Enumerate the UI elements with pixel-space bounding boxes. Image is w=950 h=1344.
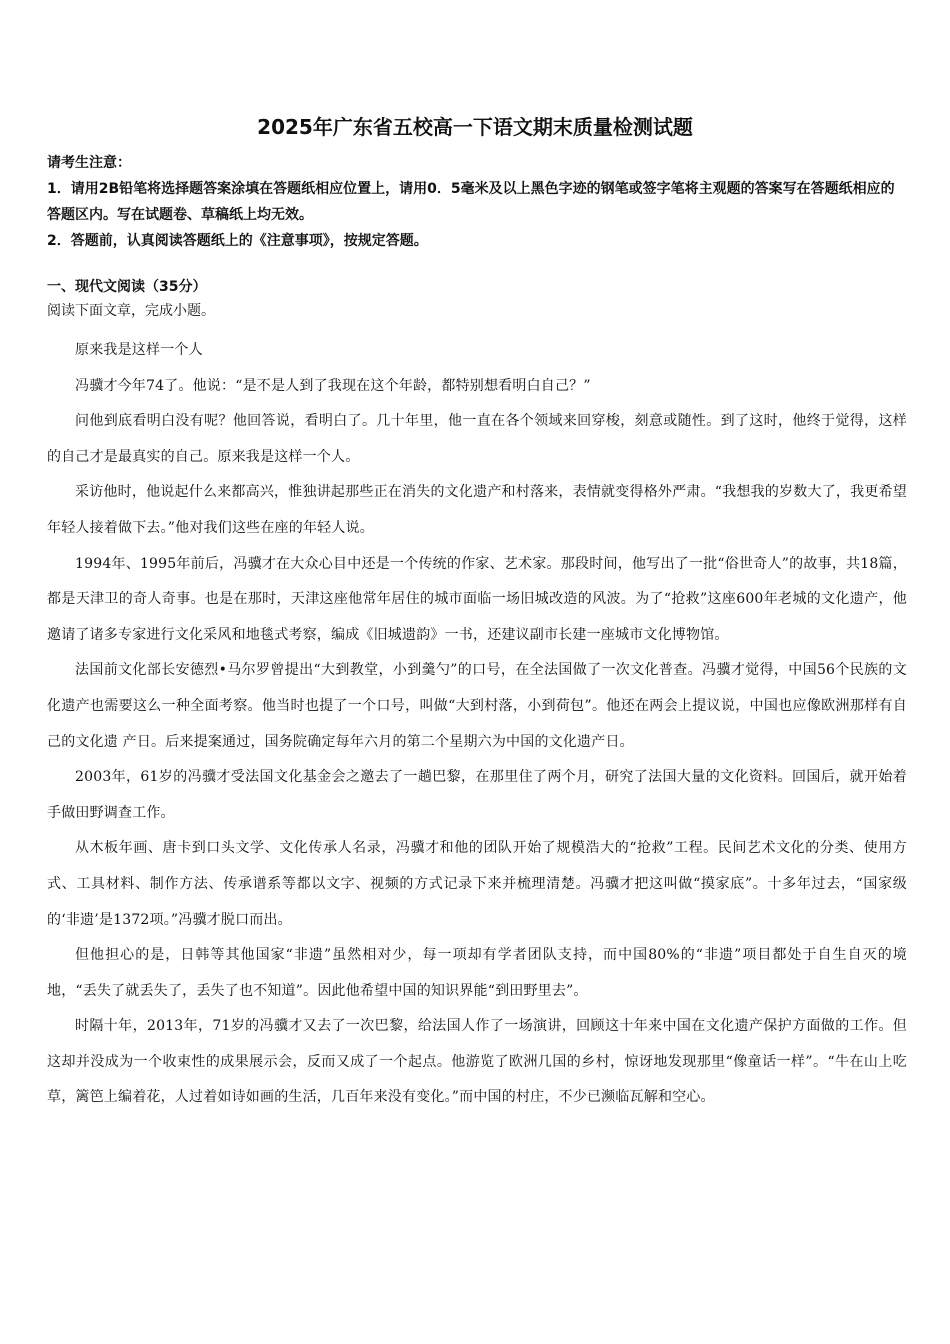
article-paragraph: 1994年、1995年前后，冯骥才在大众心目中还是一个传统的作家、艺术家。那段时间，他写出了一批“俗世奇人”的故事，共18篇，都是天津卫的奇人奇事。也是在那时，天津这座他常年居住的城市面临一场旧城改造的风波。为了“抢救”这座600年老城的文化遗产，他邀请了诸多专家进行文化采风和地毯式考察，编成《旧城遗韵》一书，还建议副市长建一座城市文化博物馆。	[47, 555, 907, 643]
article-paragraph: 2003年，61岁的冯骥才受法国文化基金会之邀去了一趟巴黎，在那里住了两个月，研究了法国大量的文化资料。回国后，就开始着手做田野调查工作。	[47, 769, 907, 821]
notice-item: 2．答题前，认真阅读答题纸上的《注意事项》，按规定答题。	[47, 233, 428, 249]
article-paragraph: 从木板年画、唐卡到口头文学、文化传承人名录，冯骥才和他的团队开始了规模浩大的“抢救”工程。民间艺术文化的分类、使用方式、工具材料、制作方法、传承谱系等都以文字、视频的方式记录下来并梳理清楚。冯骥才把这叫做“摸家底”。十多年过去，“国家级的‘非遗’是1372项。”冯骥才脱口而出。	[47, 840, 907, 928]
article-body	[47, 333, 907, 1116]
notice-item: 1．请用2B铅笔将选择题答案涂填在答题纸相应位置上，请用0．5毫米及以上黑色字迹的钢笔或签字笔将主观题的答案写在答题纸相应的答题区内。写在试题卷、草稿纸上均无效。	[47, 181, 895, 223]
exam-title: 2025年广东省五校高一下语文期末质量检测试题	[257, 115, 693, 139]
article-paragraph: 但他担心的是，日韩等其他国家“非遗”虽然相对少，每一项却有学者团队支持，而中国80%的“非遗”项目都处于自生自灭的境地，“丢失了就丢失了，丢失了也不知道”。因此他希望中国的知识界能“到田野里去”。	[47, 947, 907, 999]
article-paragraph: 法国前文化部长安德烈•马尔罗曾提出“大到教堂，小到羹勺”的口号，在全法国做了一次文化普查。冯骥才觉得，中国56个民族的文化遗产也需要这么一种全面考察。他当时也提了一个口号，叫做“大到村落，小到荷包”。他还在两会上提议说，中国也应像欧洲那样有自己的文化遗 产日。后来提案通过，国务院确定每年六月的第二个星期六为中国的文化遗产日。	[47, 662, 907, 750]
section-heading: 一、现代文阅读（35分）	[47, 279, 207, 295]
article-paragraph: 时隔十年，2013年，71岁的冯骥才又去了一次巴黎，给法国人作了一场演讲，回顾这十年来中国在文化遗产保护方面做的工作。但这却并没成为一个收束性的成果展示会，反而又成了一个起点。他游览了欧洲几国的乡村，惊讶地发现那里“像童话一样”。“牛在山上吃草，篱笆上编着花，人过着如诗如画的生活，几百年来没有变化。”而中国的村庄，不少已濒临瓦解和空心。	[47, 1018, 907, 1106]
article-paragraph: 采访他时，他说起什么来都高兴，惟独讲起那些正在消失的文化遗产和村落来，表情就变得格外严肃。“我想我的岁数大了，我更希望年轻人接着做下去。”他对我们这些在座的年轻人说。	[47, 484, 907, 536]
notice-block	[47, 150, 907, 254]
article-paragraph: 问他到底看明白没有呢？他回答说，看明白了。几十年里，他一直在各个领域来回穿梭，刻意或随性。到了这时，他终于觉得，这样的自己才是最真实的自己。原来我是这样一个人。	[47, 413, 907, 465]
section-instruction: 阅读下面文章，完成小题。	[47, 303, 215, 319]
article-title: 原来我是这样一个人	[75, 342, 203, 358]
notice-heading: 请考生注意：	[47, 155, 131, 171]
article-paragraph: 冯骥才今年74了。他说：“是不是人到了我现在这个年龄，都特别想看明白自己？”	[75, 377, 591, 394]
